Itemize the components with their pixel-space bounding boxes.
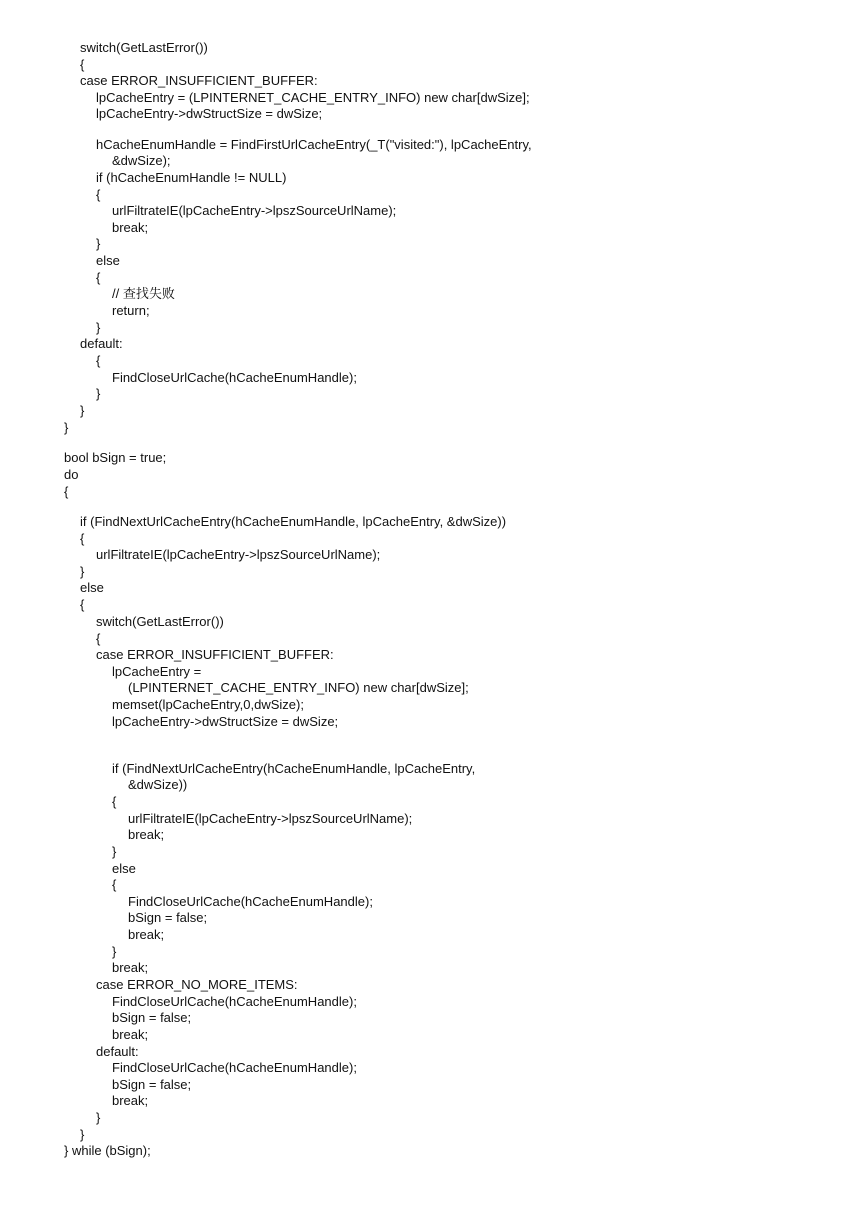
code-line: } [96,236,101,251]
code-line: urlFiltrateIE(lpCacheEntry->lpszSourceUrlName); [128,811,413,826]
code-line: return; [112,303,150,318]
code-line: { [96,187,101,202]
code-line: { [96,270,101,285]
code-line: case ERROR_NO_MORE_ITEMS: [96,977,298,992]
code-line: urlFiltrateIE(lpCacheEntry->lpszSourceUrlName); [96,547,381,562]
code-line: &dwSize); [112,153,171,168]
code-line: lpCacheEntry = (LPINTERNET_CACHE_ENTRY_INFO) new char[dwSize]; [96,90,530,105]
code-line: break; [128,827,165,842]
code-line: } [80,564,85,579]
code-line: else [112,861,136,876]
code-line: { [64,484,69,499]
code-line: do [64,467,79,482]
code-line: } [80,403,85,418]
code-line: else [80,580,104,595]
code-line: break; [112,220,149,235]
code-line: { [80,531,85,546]
code-line: bSign = false; [112,1077,192,1092]
code-line: lpCacheEntry->dwStructSize = dwSize; [96,106,323,121]
code-line: FindCloseUrlCache(hCacheEnumHandle); [112,370,357,385]
code-line: &dwSize)) [128,777,188,792]
code-line: } while (bSign); [64,1143,151,1158]
code-line: // 查找失败 [112,286,175,301]
code-line: break; [112,960,149,975]
code-line: hCacheEnumHandle = FindFirstUrlCacheEntry(_T("visited:"), lpCacheEntry, [96,137,532,152]
code-line: FindCloseUrlCache(hCacheEnumHandle); [112,1060,357,1075]
code-line: } [96,1110,101,1125]
code-line: } [80,1127,85,1142]
code-line: case ERROR_INSUFFICIENT_BUFFER: [96,647,334,662]
code-line: FindCloseUrlCache(hCacheEnumHandle); [128,894,373,909]
code-line: { [96,631,101,646]
code-line: { [112,794,117,809]
code-line: { [80,57,85,72]
code-line: } [112,844,117,859]
code-line: } [96,386,101,401]
code-line: } [112,944,117,959]
code-line: lpCacheEntry = [112,664,202,679]
code-line: { [112,877,117,892]
code-line: if (FindNextUrlCacheEntry(hCacheEnumHandle, lpCacheEntry, &dwSize)) [80,514,507,529]
code-line: break; [112,1093,149,1108]
code-line: memset(lpCacheEntry,0,dwSize); [112,697,304,712]
code-line: if (hCacheEnumHandle != NULL) [96,170,287,185]
code-line: else [96,253,120,268]
code-line: urlFiltrateIE(lpCacheEntry->lpszSourceUrlName); [112,203,397,218]
code-line: lpCacheEntry->dwStructSize = dwSize; [112,714,339,729]
code-line: break; [128,927,165,942]
code-line: { [80,597,85,612]
code-line: break; [112,1027,149,1042]
code-line: case ERROR_INSUFFICIENT_BUFFER: [80,73,318,88]
code-line: default: [80,336,123,351]
code-line: switch(GetLastError()) [96,614,224,629]
code-line: bSign = false; [128,910,208,925]
code-line: bSign = false; [112,1010,192,1025]
code-line: { [96,353,101,368]
code-line: } [96,320,101,335]
code-line: FindCloseUrlCache(hCacheEnumHandle); [112,994,357,1009]
code-line: bool bSign = true; [64,450,167,465]
code-line: } [64,420,69,435]
code-line: default: [96,1044,139,1059]
code-line: switch(GetLastError()) [80,40,208,55]
code-line: (LPINTERNET_CACHE_ENTRY_INFO) new char[dwSize]; [128,680,469,695]
code-line: if (FindNextUrlCacheEntry(hCacheEnumHandle, lpCacheEntry, [112,761,476,776]
